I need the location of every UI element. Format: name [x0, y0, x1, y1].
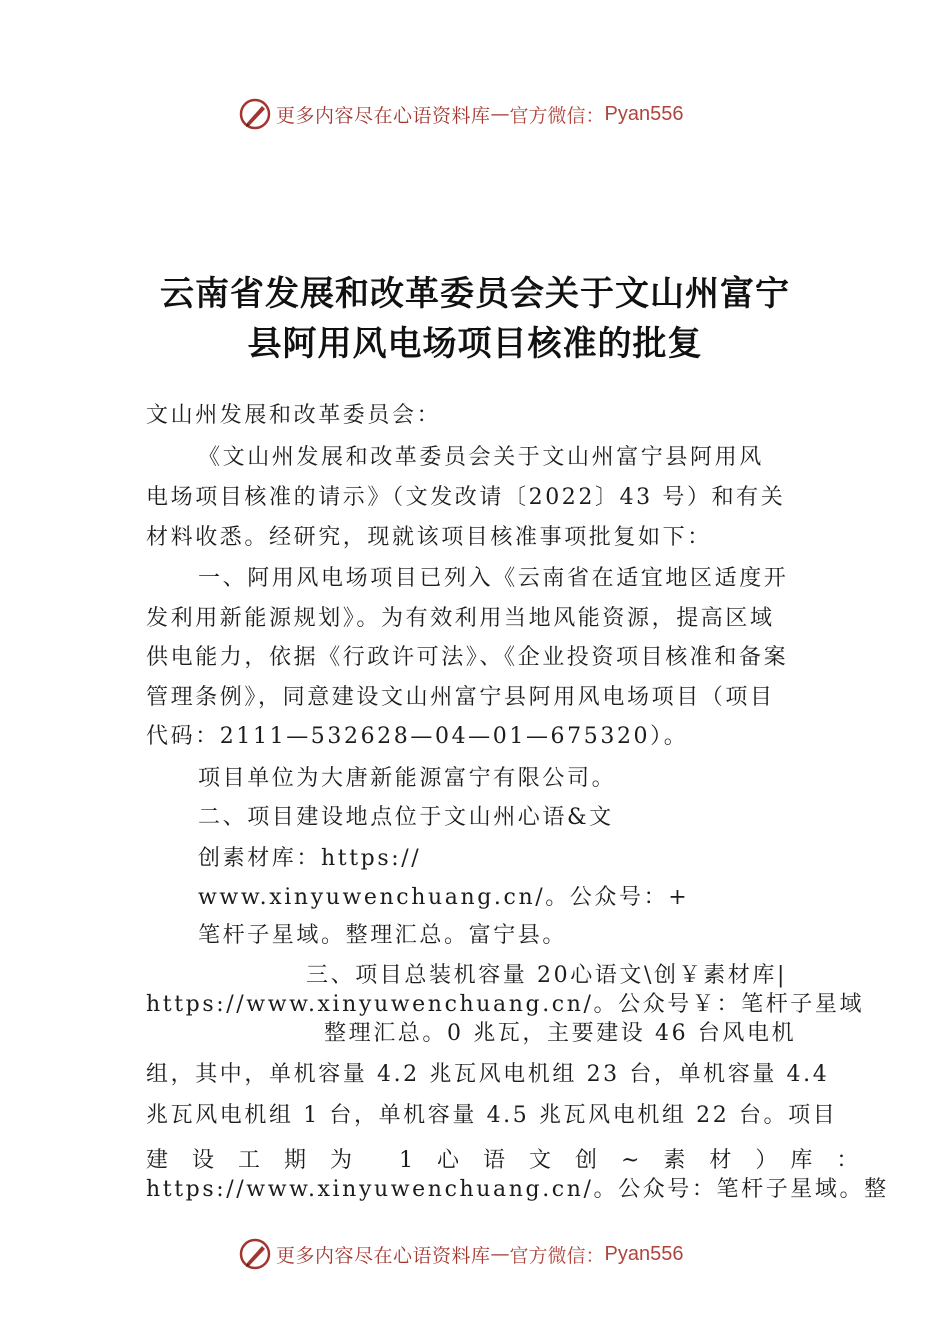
banner-wechat-id: Pyan556: [604, 102, 684, 125]
pen-logo-icon: [238, 1237, 272, 1271]
banner-separator: —: [490, 1243, 510, 1265]
body-line: 组，其中，单机容量 4.2 兆瓦风电机组 23 台，单机容量 4.4: [146, 1062, 830, 1087]
banner-wechat-label: 官方微信：: [509, 104, 605, 127]
body-line: 电场项目核准的请示》（文发改请〔2022〕43 号）和有关: [146, 485, 786, 510]
body-line: https://www.xinyuwenchuang.cn/。公众号：笔杆子星域。整: [146, 1177, 889, 1202]
watermark-banner-bottom: [238, 1236, 684, 1272]
body-line: 创素材库：https://: [198, 846, 422, 871]
body-line: 代码：2111—532628—04—01—675320）。: [146, 724, 689, 749]
body-line: 兆瓦风电机组 1 台，单机容量 4.5 兆瓦风电机组 22 台。项目: [146, 1103, 838, 1128]
body-line: 三、项目总装机容量 20心语文\创￥素材库|: [306, 963, 788, 988]
body-line: 一、阿用风电场项目已列入《云南省在适宜地区适度开: [198, 566, 789, 591]
body-line: 项目单位为大唐新能源富宁有限公司。: [198, 766, 617, 791]
banner-wechat-label: 官方微信：: [509, 1244, 605, 1267]
body-line: 二、项目建设地点位于文山州心语&文: [198, 805, 614, 830]
body-line: 文山州发展和改革委员会：: [146, 403, 442, 428]
body-line: 笔杆子星域。整理汇总。富宁县。: [198, 923, 568, 948]
body-line: 建 设 工 期 为 1 心 语 文 创 ~ 素 材 ） 库 ：: [146, 1148, 860, 1173]
document-title-line-2: 县阿用风电场项目核准的批复: [247, 324, 703, 364]
body-line: 《文山州发展和改革委员会关于文山州富宁县阿用风: [198, 445, 764, 470]
banner-text: 更多内容尽在心语资料库: [276, 1244, 491, 1267]
banner-separator: —: [490, 103, 510, 125]
body-line: 整理汇总。0 兆瓦，主要建设 46 台风电机: [324, 1021, 797, 1046]
body-line: 发利用新能源规划》。为有效利用当地风能资源，提高区域: [146, 606, 775, 631]
watermark-banner-top: [238, 96, 684, 132]
body-line: 材料收悉。经研究，现就该项目核准事项批复如下：: [146, 525, 712, 550]
banner-wechat-id: Pyan556: [604, 1242, 684, 1265]
body-line: 供电能力，依据《行政许可法》、《企业投资项目核准和备案: [146, 645, 789, 670]
body-line: 管理条例》，同意建设文山州富宁县阿用风电场项目（项目: [146, 685, 775, 710]
body-line: www.xinyuwenchuang.cn/。公众号：+: [198, 885, 690, 910]
document-title-line-1: 云南省发展和改革委员会关于文山州富宁: [160, 274, 790, 314]
pen-logo-icon: [238, 97, 272, 131]
body-line: https://www.xinyuwenchuang.cn/。公众号￥：笔杆子星域: [146, 992, 865, 1017]
banner-text: 更多内容尽在心语资料库: [276, 104, 491, 127]
